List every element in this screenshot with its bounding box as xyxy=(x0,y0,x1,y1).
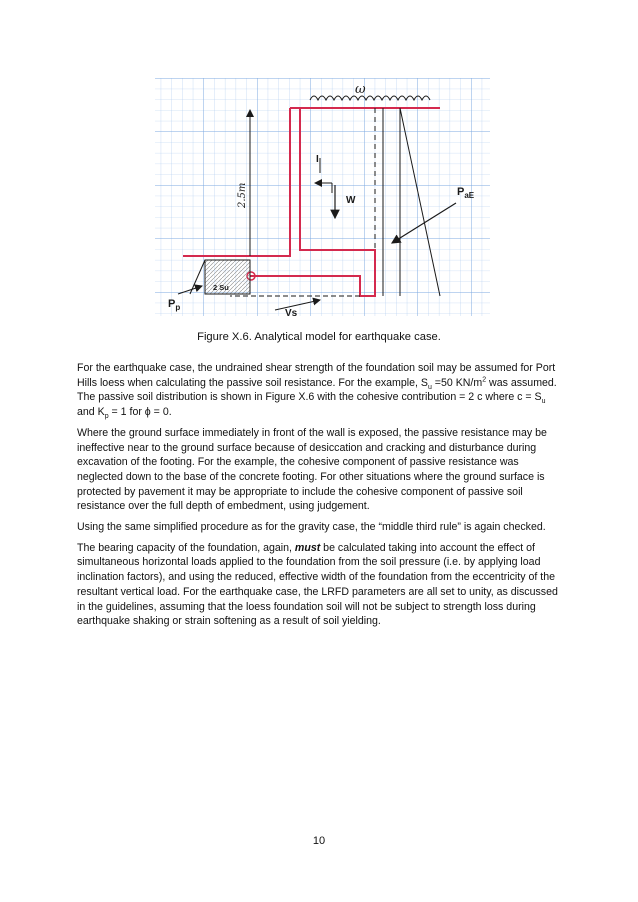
paragraph-1: For the earthquake case, the undrained shear strength of the foundation soil may be assumed for Port Hills loess when calculating the passive soil resistance. For the example, $S_u =50$ $KN/m^2$ was assumed. The passive soil distribution is shown in Figure X.6 with the cohesive contribution = 2 c where $c = S_u$ and $K_p = 1$ for ϕ = 0. xyxy=(77,362,557,421)
page-number: 10 xyxy=(312,835,326,847)
height-label: 2.5m xyxy=(237,182,248,208)
rotation-label: I xyxy=(316,154,319,165)
passive-force-label: $P_p$ xyxy=(168,298,181,312)
figure-drawing xyxy=(150,78,495,318)
paragraph-4: The bearing capacity of the foundation, again, must be calculated taking into account the effect of simultaneous horizontal loads applied to the foundation from the soil pressure (i.e. by applying load inclination factors), and using the reduced, effective width of the foundation from the eccentricity of the resultant vertical load. For the earthquake case, the LRFD parameters are all set to unity, as discussed in the guidelines, assuming that the loess foundation soil will not be subject to strength loss during earthquake shaking or strain softening as a result of soil yielding. xyxy=(77,541,558,628)
base-shear-label: Vs xyxy=(285,308,298,318)
weight-label: W xyxy=(346,195,356,206)
figure-caption: Figure X.6. Analytical model for earthquake case. xyxy=(197,331,441,343)
body-text xyxy=(77,361,563,635)
analytical-model-figure xyxy=(150,78,495,318)
active-pressure-label: $P_{aE}$ xyxy=(457,186,475,200)
paragraph-2: Where the ground surface immediately in front of the wall is exposed, the passive resistance may be ineffective near to the ground surface because of desiccation and cracking and disturbance during excavation of the footing. For the example, the cohesive component of passive resistance was neglected down to the base of the concrete footing. For other situations where the ground surface is protected by pavement it may be appropriate to include the cohesive component of passive soil resistance over the full depth of embedment, using judgement. xyxy=(77,426,547,513)
paragraph-3: Using the same simplified procedure as for the gravity case, the “middle third rule” is again checked. xyxy=(77,521,546,534)
cohesion-label: 2 Su xyxy=(213,283,229,292)
omega-label: ω xyxy=(355,82,366,97)
